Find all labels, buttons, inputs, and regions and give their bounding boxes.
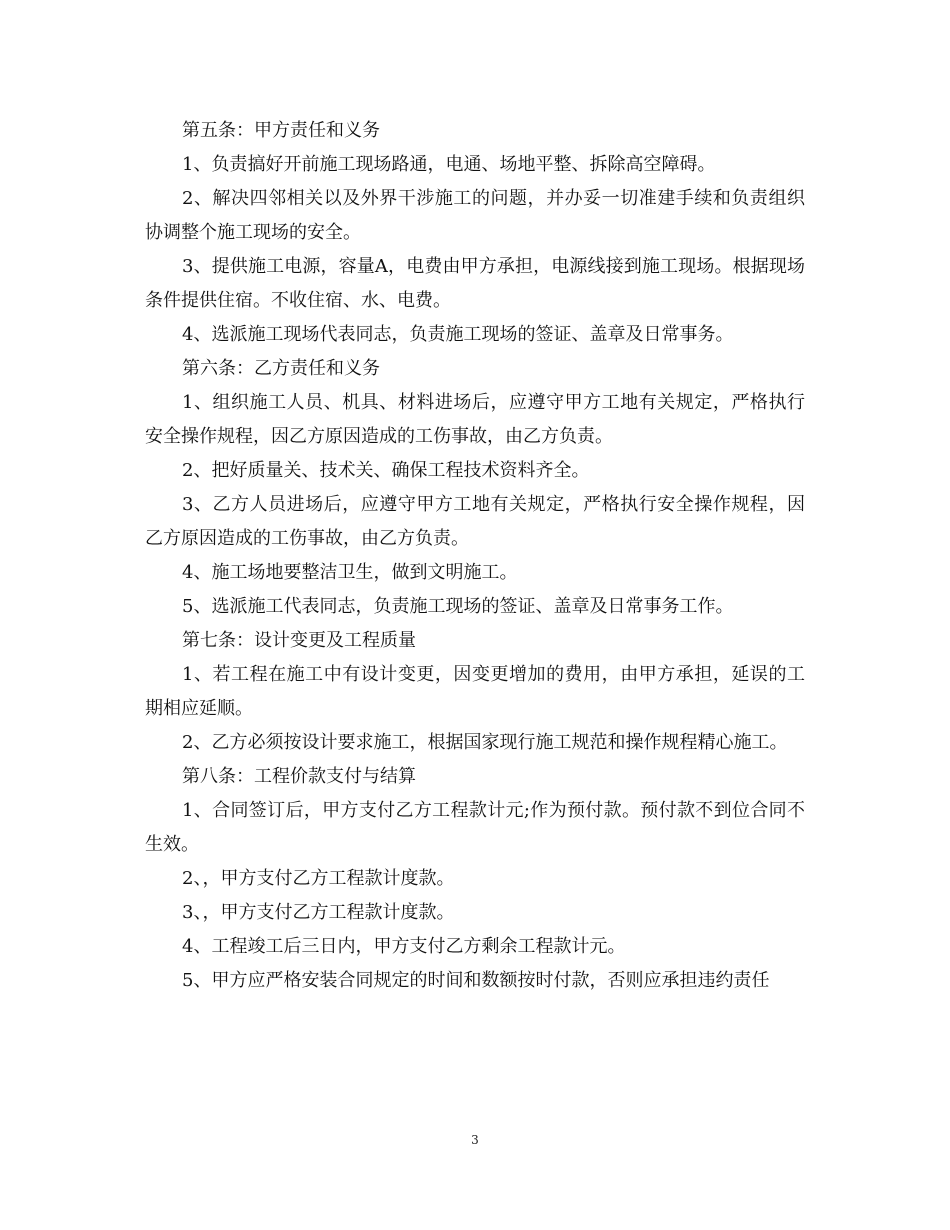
clause-paragraph: 4、选派施工现场代表同志，负责施工现场的签证、盖章及日常事务。 <box>182 324 734 345</box>
document-body <box>145 114 805 998</box>
clause-paragraph: 2、把好质量关、技术关、确保工程技术资料齐全。 <box>182 460 590 481</box>
article-heading-7: 第七条：设计变更及工程质量 <box>182 630 416 651</box>
clause-paragraph: 5、选派施工代表同志，负责施工现场的签证、盖章及日常事务工作。 <box>182 596 734 617</box>
clause-paragraph: 2、乙方必须按设计要求施工，根据国家现行施工规范和操作规程精心施工。 <box>182 732 788 753</box>
clause-paragraph: 3、，甲方支付乙方工程款计度款。 <box>182 902 455 923</box>
article-heading-5: 第五条：甲方责任和义务 <box>182 120 380 141</box>
article-heading-8: 第八条：工程价款支付与结算 <box>182 766 416 787</box>
clause-paragraph: 4、施工场地要整洁卫生，做到文明施工。 <box>182 562 518 583</box>
article-heading-6: 第六条：乙方责任和义务 <box>182 358 380 379</box>
clause-paragraph: 2、解决四邻相关以及外界干涉施工的问题，并办妥一切准建手续和负责组织协调整个施工现场的安全。 <box>145 188 805 243</box>
clause-paragraph: 1、负责搞好开前施工现场路通，电通、场地平整、拆除高空障碍。 <box>182 154 716 175</box>
clause-paragraph: 5、甲方应严格安装合同规定的时间和数额按时付款，否则应承担违约责任 <box>182 970 770 991</box>
clause-paragraph: 3、乙方人员进场后，应遵守甲方工地有关规定，严格执行安全操作规程，因乙方原因造成的工伤事故，由乙方负责。 <box>145 494 805 549</box>
clause-paragraph: 4、工程竣工后三日内，甲方支付乙方剩余工程款计元。 <box>182 936 626 957</box>
clause-paragraph: 3、提供施工电源，容量A，电费由甲方承担，电源线接到施工现场。根据现场条件提供住宿。不收住宿、水、电费。 <box>145 256 805 311</box>
clause-paragraph: 2、，甲方支付乙方工程款计度款。 <box>182 868 455 889</box>
clause-paragraph: 1、组织施工人员、机具、材料进场后，应遵守甲方工地有关规定，严格执行安全操作规程，因乙方原因造成的工伤事故，由乙方负责。 <box>145 392 805 447</box>
page-number: 3 <box>471 1133 479 1147</box>
clause-paragraph: 1、若工程在施工中有设计变更，因变更增加的费用，由甲方承担，延误的工期相应延顺。 <box>145 664 805 719</box>
clause-paragraph: 1、合同签订后，甲方支付乙方工程款计元;作为预付款。预付款不到位合同不生效。 <box>145 800 805 855</box>
